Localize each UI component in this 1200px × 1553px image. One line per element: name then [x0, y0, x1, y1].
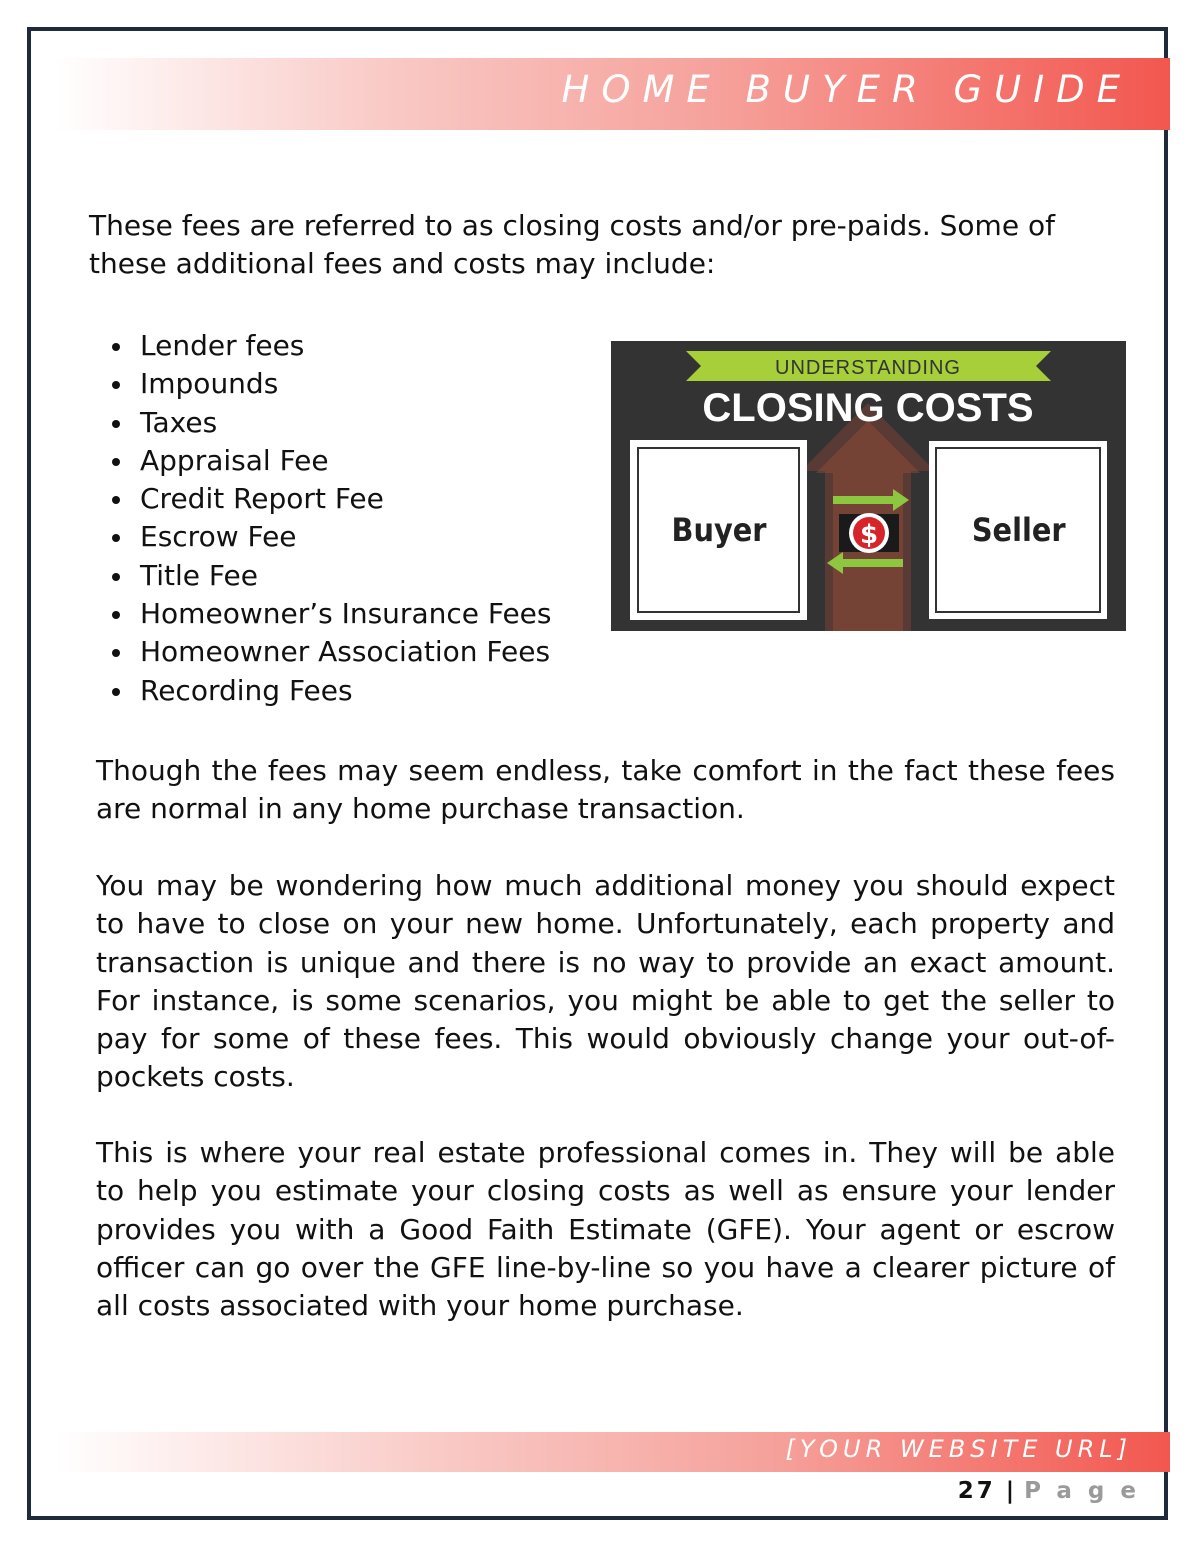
list-item: Homeowner’s Insurance Fees [110, 595, 551, 633]
list-item: Taxes [110, 404, 551, 442]
buyer-label: Buyer [671, 512, 767, 550]
page-number [958, 1478, 1152, 1504]
list-item: Lender fees [110, 327, 551, 365]
banner-text: UNDERSTANDING [775, 357, 961, 379]
website-url: [YOUR WEBSITE URL] [785, 1435, 1132, 1463]
closing-costs-illustration [611, 341, 1126, 631]
closing-costs-graphic [611, 341, 1126, 631]
fee-list [110, 327, 551, 710]
list-item: Recording Fees [110, 672, 551, 710]
list-item: Homeowner Association Fees [110, 633, 551, 671]
dollar-icon [839, 513, 899, 553]
paragraph: Though the fees may seem endless, take comfort in the fact these fees are normal in any home purchase transaction. [96, 754, 1115, 826]
list-item: Appraisal Fee [110, 442, 551, 480]
seller-label: Seller [971, 512, 1066, 550]
list-item: Credit Report Fee [110, 480, 551, 518]
paragraph: This is where your real estate professional comes in. They will be able to help you estimate your closing costs as well as ensure your lender provides you with a Good Faith Estimate (GFE). Your agent or escrow officer can go over the GFE line-by-line so you have a clearer picture of all costs associated with your home purchase. [96, 1136, 1115, 1323]
footer-band [55, 1432, 1170, 1472]
intro-paragraph: These fees are referred to as closing costs and/or pre-paids. Some of these additional fees and costs may include: [89, 209, 1055, 280]
header-band [55, 58, 1170, 130]
dollar-symbol: $ [859, 520, 879, 550]
list-item: Escrow Fee [110, 518, 551, 556]
page-word: Page [1024, 1478, 1152, 1504]
page-number-separator: | [1005, 1478, 1015, 1504]
graphic-title: CLOSING COSTS [702, 386, 1034, 430]
header-title: HOME BUYER GUIDE [561, 68, 1132, 111]
list-item: Title Fee [110, 557, 551, 595]
paragraph: You may be wondering how much additional money you should expect to have to close on your new home. Unfortunately, each property and transaction is unique and there is no way to provide an exact amount. For instance, is some scenarios, you might be able to get the seller to pay for some of these fees. This would obviously change your out-of-pockets costs. [96, 869, 1115, 1094]
list-item: Impounds [110, 365, 551, 403]
page-number-value: 27 [957, 1478, 996, 1504]
